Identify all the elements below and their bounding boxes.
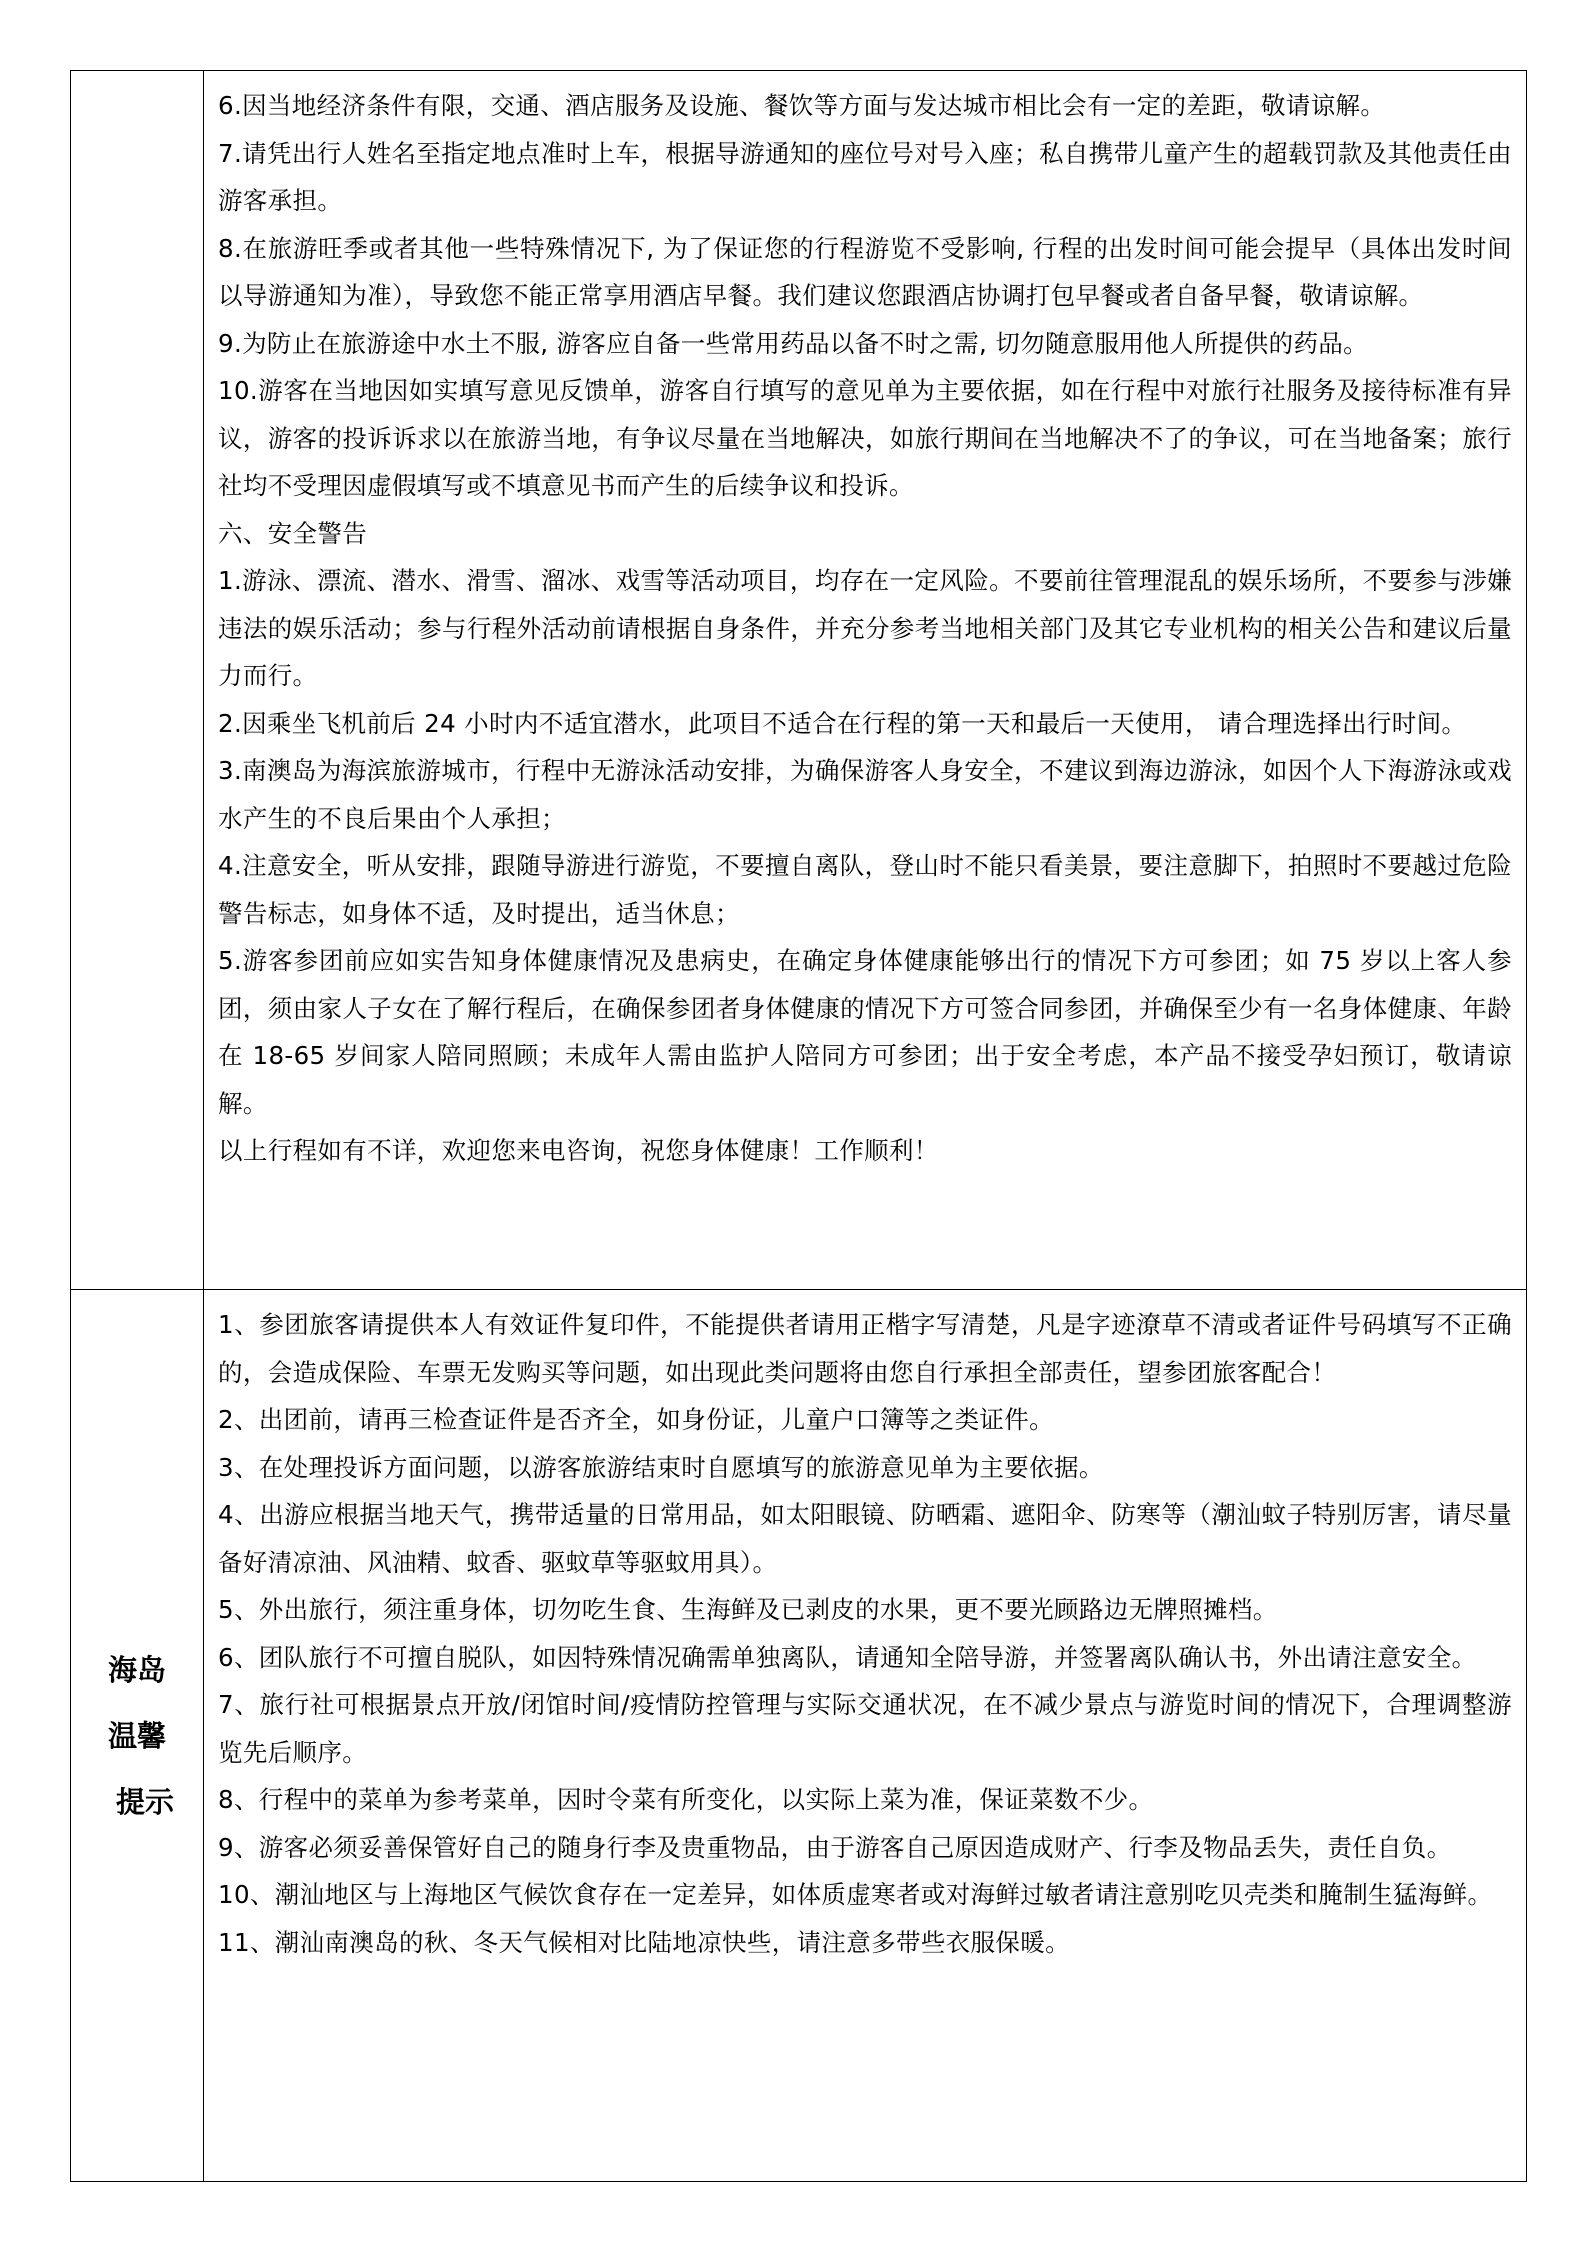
- island-tips-row: [71, 1290, 1527, 2182]
- note-8: 8.在旅游旺季或者其他一些特殊情况下, 为了保证您的行程游览不受影响, 行程的出发时间可能会提早（具体出发时间以导游通知为准），导致您不能正常享用酒店早餐。我们建议您跟酒店协调打包早餐或者自备早餐，敬请谅解。: [218, 233, 1512, 310]
- island-tips-label: [71, 1290, 204, 2182]
- note-10: 10.游客在当地因如实填写意见反馈单，游客自行填写的意见单为主要依据，如在行程中对旅行社服务及接待标准有异议，游客的投诉诉求以在旅游当地，有争议尽量在当地解决，如旅行期间在当地解决不了的争议，可在当地备案；旅行社均不受理因虚假填写或不填意见书而产生的后续争议和投诉。: [218, 376, 1512, 500]
- note-7: 7.请凭出行人姓名至指定地点准时上车，根据导游通知的座位号对号入座；私自携带儿童产生的超载罚款及其他责任由游客承担。: [218, 138, 1512, 215]
- note-9: 9.为防止在旅游途中水土不服, 游客应自备一些常用药品以备不时之需, 切勿随意服用他人所提供的药品。: [218, 328, 1369, 358]
- notes-and-safety-cell: [204, 71, 1527, 1290]
- notes-and-safety-row: [71, 71, 1527, 1290]
- tip-9: 9、游客必须妥善保管好自己的随身行李及贵重物品，由于游客自己原因造成财产、行李及物品丢失，责任自负。: [218, 1832, 1452, 1862]
- tip-1: 1、参团旅客请提供本人有效证件复印件，不能提供者请用正楷字写清楚，凡是字迹潦草不清或者证件号码填写不正确的，会造成保险、车票无发购买等问题，如出现此类问题将由您自行承担全部责任，望参团旅客配合！: [218, 1310, 1512, 1387]
- tip-4: 4、出游应根据当地天气，携带适量的日常用品，如太阳眼镜、防晒霜、遮阳伞、防寒等（潮汕蚊子特别厉害，请尽量备好清凉油、风油精、蚊香、驱蚊草等驱蚊用具）。: [218, 1500, 1512, 1577]
- safety-5: 5.游客参团前应如实告知身体健康情况及患病史，在确定身体健康能够出行的情况下方可参团；如 75 岁以上客人参团，须由家人子女在了解行程后，在确保参团者身体健康的情况下方可签合同参团，并确保至少有一名身体健康、年龄在 18-65 岁间家人陪同照顾；未成年人需由监护人陪同方可参团；出于安全考虑，本产品不接受孕妇预订，敬请谅解。: [218, 946, 1512, 1118]
- tip-10: 10、潮汕地区与上海地区气候饮食存在一定差异，如体质虚寒者或对海鲜过敏者请注意别吃贝壳类和腌制生猛海鲜。: [218, 1880, 1493, 1909]
- label-line-3: 提示: [115, 1784, 174, 1819]
- safety-warning-heading: 六、安全警告: [218, 518, 368, 548]
- label-line-1: 海岛: [107, 1652, 166, 1687]
- safety-1: 1.游泳、漂流、潜水、滑雪、溜冰、戏雪等活动项目，均存在一定风险。不要前往管理混乱的娱乐场所，不要参与涉嫌违法的娱乐活动；参与行程外活动前请根据自身条件，并充分参考当地相关部门及其它专业机构的相关公告和建议后量力而行。: [218, 566, 1512, 690]
- tip-6: 6、团队旅行不可擅自脱队，如因特殊情况确需单独离队，请通知全陪导游，并签署离队确认书，外出请注意安全。: [218, 1642, 1477, 1672]
- safety-3: 3.南澳岛为海滨旅游城市，行程中无游泳活动安排，为确保游客人身安全，不建议到海边游泳，如因个人下海游泳或戏水产生的不良后果由个人承担；: [218, 756, 1512, 833]
- tip-7: 7、旅行社可根据景点开放/闭馆时间/疫情防控管理与实际交通状况，在不减少景点与游览时间的情况下，合理调整游览先后顺序。: [218, 1690, 1512, 1767]
- tip-8: 8、行程中的菜单为参考菜单，因时令菜有所变化，以实际上菜为准，保证菜数不少。: [218, 1785, 1154, 1814]
- closing-line: 以上行程如有不详，欢迎您来电咨询，祝您身体健康！工作顺利！: [218, 1136, 939, 1165]
- row1-label-cell: [71, 71, 204, 1290]
- note-6: 6.因当地经济条件有限，交通、酒店服务及设施、餐饮等方面与发达城市相比会有一定的差距，敬请谅解。: [218, 91, 1386, 120]
- safety-4: 4.注意安全，听从安排，跟随导游进行游览，不要擅自离队，登山时不能只看美景，要注意脚下，拍照时不要越过危险警告标志，如身体不适，及时提出，适当休息；: [218, 851, 1512, 928]
- tip-2: 2、出团前，请再三检查证件是否齐全，如身份证，儿童户口簿等之类证件。: [218, 1405, 1054, 1434]
- island-tips-cell: [204, 1290, 1527, 2182]
- safety-2: 2.因乘坐飞机前后 24 小时内不适宜潜水，此项目不适合在行程的第一天和最后一天使用， 请合理选择出行时间。: [218, 708, 1467, 738]
- label-line-2: 温馨: [107, 1718, 166, 1753]
- itinerary-notes-table: [70, 70, 1527, 2182]
- tip-3: 3、在处理投诉方面问题，以游客旅游结束时自愿填写的旅游意见单为主要依据。: [218, 1452, 1104, 1482]
- tip-5: 5、外出旅行，须注重身体，切勿吃生食、生海鲜及已剥皮的水果，更不要光顾路边无牌照摊档。: [218, 1595, 1278, 1624]
- tip-11: 11、潮汕南澳岛的秋、冬天气候相对比陆地凉快些，请注意多带些衣服保暖。: [218, 1927, 1070, 1957]
